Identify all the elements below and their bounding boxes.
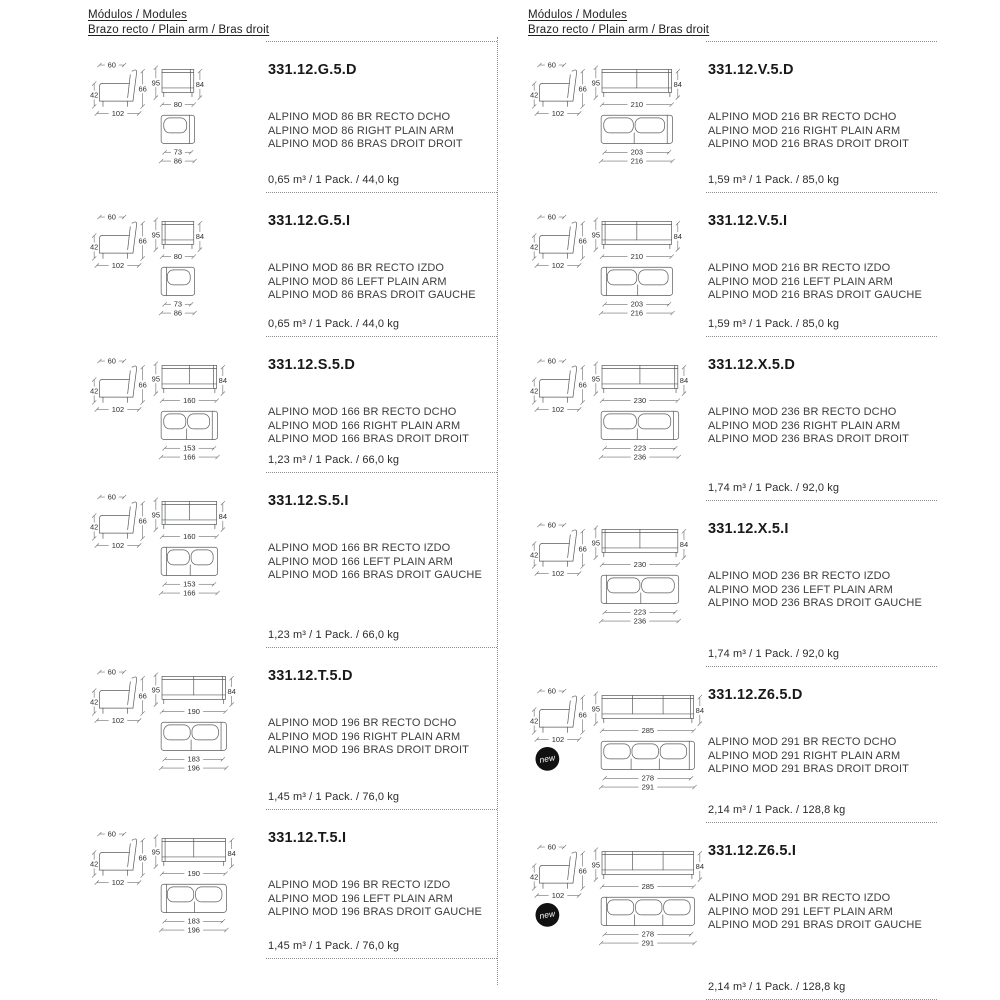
module-row <box>528 337 937 501</box>
svg-text:223: 223 <box>633 607 647 617</box>
svg-text:95: 95 <box>591 78 601 88</box>
svg-text:84: 84 <box>227 687 236 697</box>
svg-text:60: 60 <box>107 667 116 677</box>
svg-text:102: 102 <box>551 568 565 578</box>
header-title: Módulos / Modules <box>88 9 188 21</box>
svg-text:66: 66 <box>138 691 147 701</box>
module-descriptions <box>268 111 495 152</box>
module-descriptions <box>708 892 935 933</box>
column-divider-rule <box>497 37 498 985</box>
module-technical-drawing <box>88 41 266 193</box>
module-desc-fr: ALPINO MOD 86 BRAS DROIT DROIT <box>268 138 463 150</box>
module-code: 331.12.V.5.I <box>708 213 788 229</box>
module-info <box>706 193 937 337</box>
svg-text:210: 210 <box>630 252 644 262</box>
module-descriptions <box>268 542 495 583</box>
module-desc-fr: ALPINO MOD 236 BRAS DROIT GAUCHE <box>708 597 922 609</box>
svg-text:42: 42 <box>530 386 539 396</box>
svg-text:153: 153 <box>183 443 196 453</box>
svg-text:95: 95 <box>151 374 161 384</box>
svg-text:95: 95 <box>151 230 161 240</box>
svg-text:84: 84 <box>673 232 682 242</box>
module-info <box>266 473 497 648</box>
module-desc-fr: ALPINO MOD 196 BRAS DROIT DROIT <box>268 744 469 756</box>
module-row <box>528 193 937 337</box>
module-code: 331.12.S.5.I <box>268 493 349 509</box>
module-desc-fr: ALPINO MOD 236 BRAS DROIT DROIT <box>708 433 909 445</box>
svg-text:60: 60 <box>547 842 556 852</box>
svg-text:190: 190 <box>187 707 200 717</box>
modules-column-right <box>528 8 937 1000</box>
module-desc-fr: ALPINO MOD 166 BRAS DROIT DROIT <box>268 433 469 445</box>
svg-text:102: 102 <box>111 260 125 270</box>
svg-text:42: 42 <box>90 90 99 100</box>
module-desc-es: ALPINO MOD 196 BR RECTO DCHO <box>268 717 457 729</box>
module-desc-en: ALPINO MOD 86 LEFT PLAIN ARM <box>268 275 447 288</box>
module-technical-drawing <box>528 193 706 337</box>
module-code: 331.12.V.5.D <box>708 62 794 78</box>
module-desc-fr: ALPINO MOD 196 BRAS DROIT GAUCHE <box>268 906 482 918</box>
svg-text:66: 66 <box>578 236 587 246</box>
module-technical-drawing <box>88 337 266 473</box>
svg-text:95: 95 <box>591 860 601 870</box>
module-row <box>528 823 937 1000</box>
module-info <box>706 337 937 501</box>
svg-text:80: 80 <box>173 100 183 110</box>
svg-text:236: 236 <box>633 616 647 626</box>
svg-text:95: 95 <box>151 78 161 88</box>
svg-text:95: 95 <box>591 230 601 240</box>
module-code: 331.12.X.5.I <box>708 521 789 537</box>
module-pack-info: 2,14 m³ / 1 Pack. / 128,8 kg <box>708 981 846 993</box>
module-pack-info: 1,74 m³ / 1 Pack. / 92,0 kg <box>708 482 840 494</box>
svg-text:166: 166 <box>183 588 196 598</box>
module-desc-en: ALPINO MOD 196 RIGHT PLAIN ARM <box>268 730 461 743</box>
svg-text:102: 102 <box>111 877 125 887</box>
module-desc-es: ALPINO MOD 86 BR RECTO IZDO <box>268 262 445 274</box>
svg-text:42: 42 <box>90 697 99 707</box>
svg-text:95: 95 <box>591 538 601 548</box>
module-info <box>266 41 497 193</box>
svg-text:66: 66 <box>578 380 587 390</box>
svg-text:230: 230 <box>633 396 647 406</box>
module-row <box>88 810 497 959</box>
svg-text:102: 102 <box>551 734 565 744</box>
svg-text:278: 278 <box>641 929 655 939</box>
module-descriptions <box>268 717 495 758</box>
svg-text:210: 210 <box>630 100 644 110</box>
svg-text:216: 216 <box>630 156 644 166</box>
svg-text:42: 42 <box>530 716 539 726</box>
svg-text:291: 291 <box>641 782 655 792</box>
module-descriptions <box>268 262 495 303</box>
svg-text:84: 84 <box>679 376 689 386</box>
svg-text:84: 84 <box>695 706 704 716</box>
svg-text:60: 60 <box>107 212 116 222</box>
module-code: 331.12.Z6.5.D <box>708 687 803 703</box>
svg-text:166: 166 <box>183 452 196 462</box>
svg-text:285: 285 <box>641 726 655 736</box>
svg-text:216: 216 <box>630 308 644 318</box>
new-badge <box>535 747 559 771</box>
svg-text:160: 160 <box>183 532 196 542</box>
svg-text:73: 73 <box>173 147 183 157</box>
module-pack-info: 1,23 m³ / 1 Pack. / 66,0 kg <box>268 454 400 466</box>
module-desc-en: ALPINO MOD 291 LEFT PLAIN ARM <box>708 905 893 918</box>
module-desc-en: ALPINO MOD 236 LEFT PLAIN ARM <box>708 583 893 596</box>
svg-text:73: 73 <box>173 299 183 309</box>
svg-text:66: 66 <box>138 516 147 526</box>
modules-column-left <box>88 8 497 959</box>
svg-text:new: new <box>538 752 557 765</box>
svg-text:60: 60 <box>547 520 556 530</box>
module-info <box>266 648 497 810</box>
module-desc-en: ALPINO MOD 291 RIGHT PLAIN ARM <box>708 749 901 762</box>
module-desc-en: ALPINO MOD 196 LEFT PLAIN ARM <box>268 892 453 905</box>
module-desc-en: ALPINO MOD 216 RIGHT PLAIN ARM <box>708 124 901 137</box>
module-descriptions <box>268 406 495 447</box>
svg-text:95: 95 <box>591 704 601 714</box>
svg-text:86: 86 <box>173 156 183 166</box>
svg-text:196: 196 <box>187 925 200 935</box>
svg-text:new: new <box>538 908 557 921</box>
module-info <box>706 823 937 1000</box>
module-row <box>88 648 497 810</box>
svg-text:80: 80 <box>173 252 183 262</box>
module-desc-es: ALPINO MOD 166 BR RECTO DCHO <box>268 406 457 418</box>
svg-text:42: 42 <box>90 859 99 869</box>
module-pack-info: 1,23 m³ / 1 Pack. / 66,0 kg <box>268 629 400 641</box>
module-desc-fr: ALPINO MOD 86 BRAS DROIT GAUCHE <box>268 289 476 301</box>
module-code: 331.12.S.5.D <box>268 357 356 373</box>
svg-text:95: 95 <box>591 374 601 384</box>
module-descriptions <box>708 570 935 611</box>
svg-text:95: 95 <box>151 847 161 857</box>
module-pack-info: 0,65 m³ / 1 Pack. / 44,0 kg <box>268 318 400 330</box>
module-pack-info: 0,65 m³ / 1 Pack. / 44,0 kg <box>268 174 400 186</box>
module-code: 331.12.X.5.D <box>708 357 796 373</box>
svg-text:153: 153 <box>183 579 196 589</box>
module-info <box>706 667 937 823</box>
svg-text:42: 42 <box>90 242 99 252</box>
svg-text:230: 230 <box>633 560 647 570</box>
svg-text:66: 66 <box>138 236 147 246</box>
module-row <box>528 41 937 193</box>
svg-text:95: 95 <box>151 510 161 520</box>
module-rows <box>88 41 497 959</box>
svg-text:84: 84 <box>695 862 704 872</box>
svg-text:102: 102 <box>111 404 125 414</box>
svg-text:102: 102 <box>111 715 125 725</box>
svg-text:84: 84 <box>673 80 682 90</box>
svg-text:66: 66 <box>138 380 147 390</box>
svg-text:42: 42 <box>530 90 539 100</box>
module-desc-fr: ALPINO MOD 166 BRAS DROIT GAUCHE <box>268 569 482 581</box>
module-row <box>528 667 937 823</box>
header-subtitle: Brazo recto / Plain arm / Bras droit <box>528 24 710 36</box>
svg-text:60: 60 <box>107 492 116 502</box>
svg-text:60: 60 <box>107 829 116 839</box>
svg-text:60: 60 <box>547 356 556 366</box>
svg-text:84: 84 <box>218 512 227 522</box>
module-desc-fr: ALPINO MOD 291 BRAS DROIT GAUCHE <box>708 919 922 931</box>
module-info <box>706 501 937 667</box>
module-code: 331.12.T.5.I <box>268 830 347 846</box>
module-technical-drawing <box>528 667 706 823</box>
new-badge <box>535 903 559 927</box>
svg-text:183: 183 <box>187 754 200 764</box>
module-technical-drawing <box>88 193 266 337</box>
svg-text:84: 84 <box>679 540 689 550</box>
svg-text:95: 95 <box>151 685 161 695</box>
svg-text:60: 60 <box>107 356 116 366</box>
module-technical-drawing <box>528 823 706 1000</box>
module-technical-drawing <box>528 41 706 193</box>
module-descriptions <box>708 406 935 447</box>
module-code: 331.12.T.5.D <box>268 668 353 684</box>
module-descriptions <box>708 736 935 777</box>
module-technical-drawing <box>88 648 266 810</box>
svg-text:84: 84 <box>218 376 227 386</box>
module-info <box>266 810 497 959</box>
svg-text:42: 42 <box>530 550 539 560</box>
svg-text:278: 278 <box>641 773 655 783</box>
module-technical-drawing <box>88 810 266 959</box>
header-subtitle: Brazo recto / Plain arm / Bras droit <box>88 24 270 36</box>
module-pack-info: 1,59 m³ / 1 Pack. / 85,0 kg <box>708 318 840 330</box>
svg-text:203: 203 <box>630 147 644 157</box>
svg-text:60: 60 <box>547 212 556 222</box>
svg-text:236: 236 <box>633 452 647 462</box>
svg-text:66: 66 <box>578 710 587 720</box>
svg-text:60: 60 <box>547 686 556 696</box>
svg-text:66: 66 <box>578 544 587 554</box>
module-desc-es: ALPINO MOD 236 BR RECTO IZDO <box>708 570 891 582</box>
svg-text:102: 102 <box>551 404 565 414</box>
svg-text:42: 42 <box>530 872 539 882</box>
module-code: 331.12.G.5.I <box>268 213 351 229</box>
module-code: 331.12.Z6.5.I <box>708 843 797 859</box>
svg-text:66: 66 <box>578 84 587 94</box>
module-info <box>706 41 937 193</box>
column-header <box>528 8 937 38</box>
svg-text:60: 60 <box>107 60 116 70</box>
svg-text:42: 42 <box>90 386 99 396</box>
module-pack-info: 1,45 m³ / 1 Pack. / 76,0 kg <box>268 791 400 803</box>
svg-text:102: 102 <box>111 540 125 550</box>
module-desc-es: ALPINO MOD 291 BR RECTO IZDO <box>708 892 891 904</box>
module-desc-es: ALPINO MOD 291 BR RECTO DCHO <box>708 736 897 748</box>
module-row <box>88 193 497 337</box>
module-descriptions <box>268 879 495 920</box>
svg-text:190: 190 <box>187 869 200 879</box>
svg-text:60: 60 <box>547 60 556 70</box>
svg-text:84: 84 <box>227 849 236 859</box>
module-desc-es: ALPINO MOD 86 BR RECTO DCHO <box>268 111 451 123</box>
module-desc-es: ALPINO MOD 216 BR RECTO DCHO <box>708 111 897 123</box>
module-pack-info: 1,74 m³ / 1 Pack. / 92,0 kg <box>708 648 840 660</box>
header-title: Módulos / Modules <box>528 9 628 21</box>
module-desc-es: ALPINO MOD 236 BR RECTO DCHO <box>708 406 897 418</box>
svg-text:86: 86 <box>173 308 183 318</box>
module-technical-drawing <box>528 501 706 667</box>
module-info <box>266 337 497 473</box>
module-row <box>88 337 497 473</box>
svg-text:42: 42 <box>90 522 99 532</box>
svg-text:160: 160 <box>183 396 196 406</box>
module-row <box>88 473 497 648</box>
module-pack-info: 2,14 m³ / 1 Pack. / 128,8 kg <box>708 804 846 816</box>
module-desc-es: ALPINO MOD 166 BR RECTO IZDO <box>268 542 451 554</box>
module-desc-es: ALPINO MOD 216 BR RECTO IZDO <box>708 262 891 274</box>
module-desc-en: ALPINO MOD 216 LEFT PLAIN ARM <box>708 275 893 288</box>
svg-text:102: 102 <box>551 890 565 900</box>
module-row <box>528 501 937 667</box>
module-desc-en: ALPINO MOD 166 RIGHT PLAIN ARM <box>268 419 461 432</box>
svg-text:183: 183 <box>187 916 200 926</box>
svg-text:102: 102 <box>111 108 125 118</box>
svg-text:102: 102 <box>551 108 565 118</box>
module-desc-es: ALPINO MOD 196 BR RECTO IZDO <box>268 879 451 891</box>
svg-text:291: 291 <box>641 938 655 948</box>
module-rows <box>528 41 937 1000</box>
module-desc-en: ALPINO MOD 236 RIGHT PLAIN ARM <box>708 419 901 432</box>
svg-text:203: 203 <box>630 299 644 309</box>
module-descriptions <box>708 262 935 303</box>
svg-text:42: 42 <box>530 242 539 252</box>
module-desc-fr: ALPINO MOD 216 BRAS DROIT GAUCHE <box>708 289 922 301</box>
svg-text:102: 102 <box>551 260 565 270</box>
svg-text:66: 66 <box>138 853 147 863</box>
module-pack-info: 1,59 m³ / 1 Pack. / 85,0 kg <box>708 174 840 186</box>
svg-text:285: 285 <box>641 882 655 892</box>
module-descriptions <box>708 111 935 152</box>
module-desc-en: ALPINO MOD 166 LEFT PLAIN ARM <box>268 555 453 568</box>
module-desc-en: ALPINO MOD 86 RIGHT PLAIN ARM <box>268 124 455 137</box>
module-pack-info: 1,45 m³ / 1 Pack. / 76,0 kg <box>268 940 400 952</box>
module-row <box>88 41 497 193</box>
svg-text:223: 223 <box>633 443 647 453</box>
module-desc-fr: ALPINO MOD 291 BRAS DROIT DROIT <box>708 763 909 775</box>
svg-text:84: 84 <box>195 80 205 90</box>
module-info <box>266 193 497 337</box>
module-code: 331.12.G.5.D <box>268 62 357 78</box>
column-header <box>88 8 497 38</box>
svg-text:196: 196 <box>187 763 200 773</box>
module-technical-drawing <box>88 473 266 648</box>
svg-text:66: 66 <box>578 866 587 876</box>
module-technical-drawing <box>528 337 706 501</box>
svg-text:66: 66 <box>138 84 147 94</box>
svg-text:84: 84 <box>195 232 205 242</box>
module-desc-fr: ALPINO MOD 216 BRAS DROIT DROIT <box>708 138 909 150</box>
